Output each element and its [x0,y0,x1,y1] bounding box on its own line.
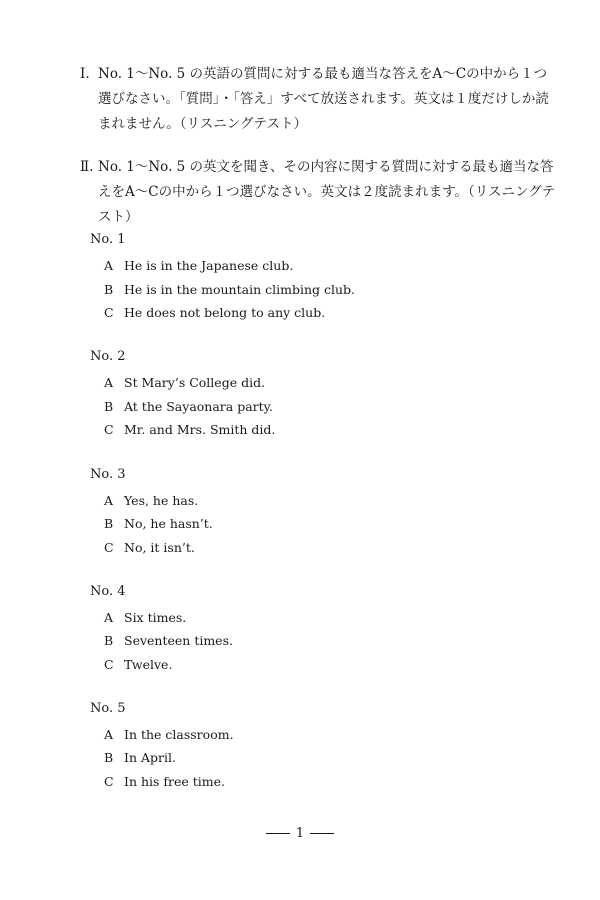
option-text: No, it isn’t. [124,540,195,555]
option-text: No, he hasn’t. [124,516,213,531]
option-letter: B [104,516,114,531]
option-letter: C [104,657,114,672]
option-letter: C [104,422,114,437]
option-text: Six times. [124,610,187,625]
question-title: No. 1 [90,232,126,247]
option-letter: C [104,305,114,320]
page-number [0,826,600,841]
option-letter: A [104,493,114,508]
instruction-section-1 [80,62,560,137]
option-letter: A [104,727,114,742]
section-number: Ⅰ. [80,66,90,82]
section-instruction-text: No. 1～No. 5 の英文を聞き、その内容に関する質問に対する最も適当な答えをA～Cの中から１つ選びなさい。英文は２度読まれます。（リスニングテスト） [98,159,556,225]
option-letter: B [104,750,114,765]
answer-option [104,422,275,437]
option-text: Mr. and Mrs. Smith did. [124,422,276,437]
instruction-section-2 [80,155,560,230]
option-letter: B [104,282,114,297]
question-title: No. 3 [90,467,126,482]
option-letter: B [104,633,114,648]
option-text: Twelve. [124,657,173,672]
page-number-dash [266,833,290,834]
option-text: He does not belong to any club. [124,305,326,320]
answer-option [104,610,186,625]
option-text: Yes, he has. [124,493,199,508]
option-letter: A [104,258,114,273]
answer-option [104,305,325,320]
option-text: Seventeen times. [124,633,233,648]
option-text: St Mary’s College did. [124,375,266,390]
option-text: In his free time. [124,774,226,789]
answer-option [104,493,198,508]
answer-option [104,540,195,555]
answer-option [104,258,293,273]
section-number: Ⅱ. [80,159,94,175]
option-text: At the Sayaonara party. [124,399,274,414]
question-title: No. 2 [90,349,126,364]
option-text: He is in the Japanese club. [124,258,294,273]
option-letter: C [104,774,114,789]
option-text: In April. [124,750,176,765]
answer-option [104,774,225,789]
option-letter: A [104,610,114,625]
page-number-dash [310,833,334,834]
answer-option [104,399,273,414]
question-title: No. 5 [90,701,126,716]
option-letter: C [104,540,114,555]
option-text: In the classroom. [124,727,234,742]
page-number-value: 1 [295,826,305,841]
section-instruction-text: No. 1～No. 5 の英語の質問に対する最も適当な答えをA～Cの中から１つ選びなさい。「質問」・「答え」すべて放送されます。英文は１度だけしか読まれません。（リスニングテスト） [98,66,549,132]
answer-option [104,657,172,672]
option-text: He is in the mountain climbing club. [124,282,355,297]
answer-option [104,727,234,742]
option-letter: A [104,375,114,390]
answer-option [104,633,233,648]
answer-option [104,750,176,765]
answer-option [104,282,355,297]
option-letter: B [104,399,114,414]
question-title: No. 4 [90,584,126,599]
answer-option [104,516,213,531]
answer-option [104,375,265,390]
